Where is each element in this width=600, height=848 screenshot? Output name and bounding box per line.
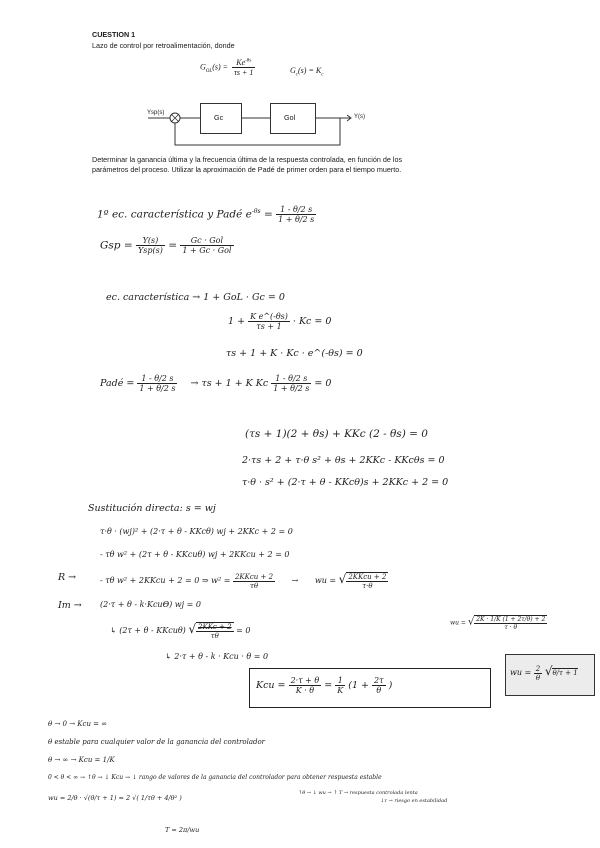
wu-result: wu = $\frac{2}{\theta}$ √θ/τ + 1 (510, 664, 578, 682)
work-line-13: - τθ w² + 2KKcu + 2 = 0 ⇒ w² = $\frac{\text{2KKcu + 2}}{\tau\theta}$ → wu = √ $\frac{\text{2KKcu + 2}}{\tau\cdot\theta}$ (100, 572, 387, 590)
question-title: CUESTION 1 (92, 30, 136, 39)
diagram-output-label: Y(s) (354, 114, 365, 120)
work-line-5: τs + 1 + K · Kc · e^(-θs) = 0 (226, 348, 363, 359)
gc-definition: $G_c(s) = K_c$ (290, 66, 324, 78)
statement-line-2: parámetros del proceso. Utilizar la aproximación de Padé de primer orden para el tiempo muerto. (92, 165, 402, 174)
work-line-15: ↳ (2τ + θ - KKcuθ) √ $\frac{\text{2KKc + 2}}{\tau\theta}$ = 0 (110, 622, 251, 640)
diagram-input-label: Ysp(s) (147, 110, 165, 116)
work-line-12: - τθ w² + (2τ + θ - KKcuθ) wj + 2KKcu + 2 = 0 (100, 550, 290, 559)
gol-definition: $G_{OL}(s)$ = $\frac{Ke^{-\theta s}}{\tau s + 1}$ (200, 58, 254, 77)
work-line-16: ↳ 2·τ + θ - k · Kcu · θ = 0 (165, 652, 269, 661)
process-block-label: Gol (284, 113, 296, 122)
conclusion-5b: ↓τ → riesgo en estabilidad (380, 798, 448, 804)
conclusion-3: θ → ∞ → Kcu = 1/K (48, 756, 115, 764)
work-line-14: (2·τ + θ - k·KcuΘ) wj = 0 (100, 600, 202, 609)
work-line-7: (τs + 1)(2 + θs) + KKc (2 - θs) = 0 (245, 428, 428, 440)
conclusion-6: wu = 2/θ · √(θ/τ + 1) = 2 √( 1/τθ + 4/θ² ) (48, 794, 182, 802)
work-line-3: ec. característica → 1 + GoL · Gc = 0 (106, 292, 285, 303)
conclusion-2: θ estable para cualquier valor de la ganancia del controlador (48, 738, 266, 746)
conclusion-4: 0 < θ < ∞ → ↑θ → ↓ Kcu → ↓ rango de valores de la ganancia del controlador para obtener respuesta estable (48, 774, 382, 781)
real-part-label: R → (58, 572, 77, 583)
work-line-9: τ·θ · s² + (2·τ + θ - KKcθ)s + 2KKc + 2 = 0 (242, 477, 449, 488)
period-formula: T = 2π/wu (165, 826, 200, 834)
work-line-1: 1º ec. característica y Padé $e^{-\theta s}$ = $\frac{1 - \theta/2 s}{1 + \theta/2 s}$ (97, 205, 315, 224)
work-line-6: Padé = $\frac{1 - \theta/2 s}{1 + \theta/2 s}$ → τs + 1 + K Kc $\frac{1 - \theta/2 s}{1 + \theta/2 s}$ = 0 (100, 374, 332, 393)
work-line-8: 2·τs + 2 + τ·θ s² + θs + 2KKc - KKcθs = 0 (242, 455, 445, 466)
question-subtitle: Lazo de control por retroalimentación, donde (92, 41, 235, 50)
work-line-10: Sustitución directa: s = wj (88, 503, 216, 514)
controller-block-label: Gc (214, 113, 224, 122)
conclusion-5a: ↑θ → ↓ wu → ↑ T → respuesta controlada lenta (298, 790, 418, 796)
work-line-11: τ·θ · (wj)² + (2·τ + θ - KKcθ) wj + 2KKc + 2 = 0 (100, 527, 293, 536)
work-line-2: Gsp = $\frac{Y(s)}{\text{Ysp(s)}}$ = $\frac{\text{Gc · Gol}}{\text{1 + Gc · Gol}}$ (100, 236, 232, 255)
wu-substitution: wu = √ $\frac{2K \cdot 1/K (1 + 2\tau/\theta) + 2}{\tau \cdot \theta}$ (450, 616, 546, 631)
imag-part-label: Im → (58, 600, 82, 611)
kcu-result: Kcu = $\frac{2\cdot\tau + \theta}{K \cdot \theta}$ = $\frac{1}{K}$ (1 + $\frac{2\tau}{\theta}$ ) (256, 676, 393, 695)
work-line-4: 1 + $\frac{\text{K e\textasciicircum{}(-θs)}}{\tau s + 1}$ · Kc = 0 (228, 312, 332, 331)
conclusion-1: θ → 0 → Kcu = ∞ (48, 720, 108, 728)
statement-line-1: Determinar la ganancia última y la frecuencia última de la respuesta controlada, en función de los (92, 155, 403, 164)
